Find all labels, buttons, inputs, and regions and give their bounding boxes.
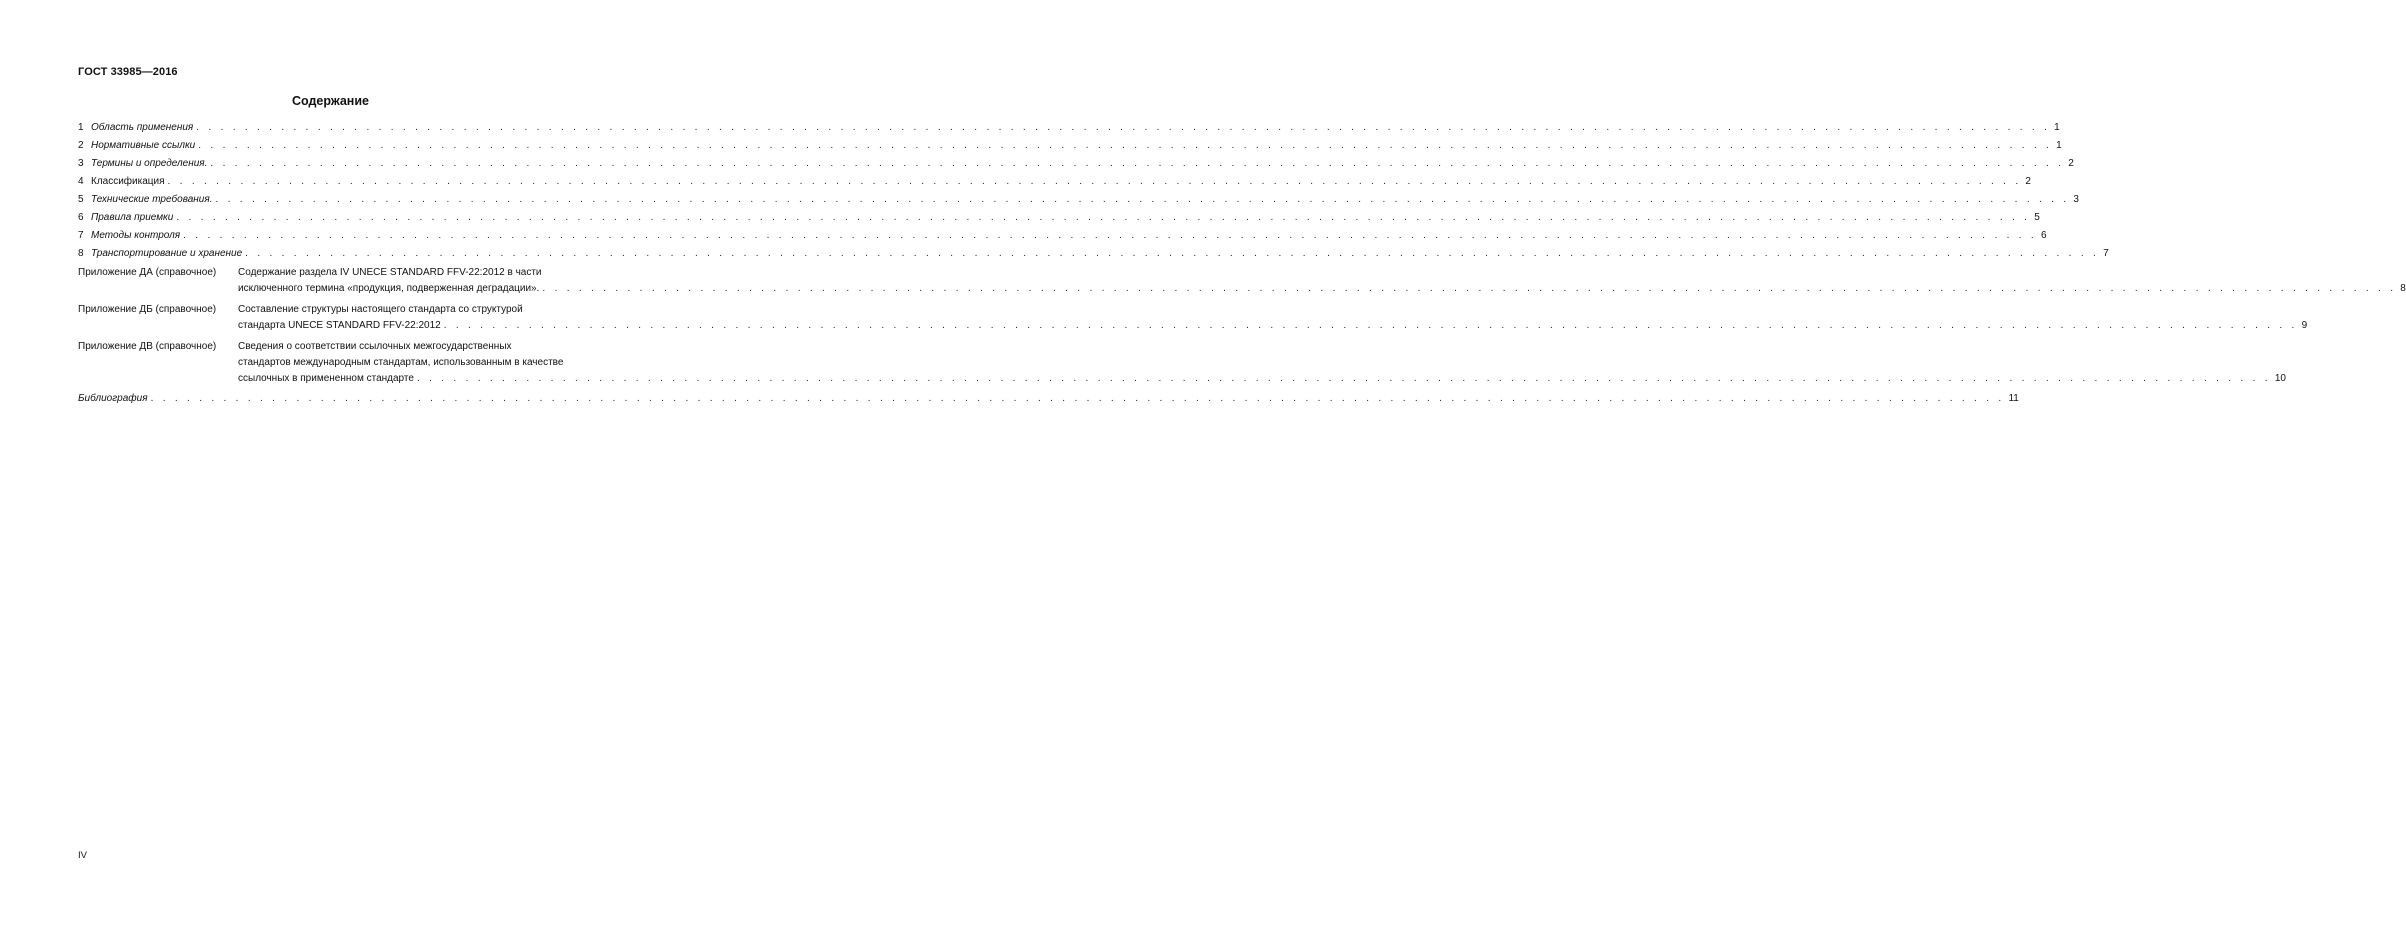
- toc-appendix-entry[interactable]: [78, 265, 2406, 297]
- appendix-title-line: стандарта UNECE STANDARD FFV-22:2012: [238, 320, 441, 331]
- toc-entry[interactable]: [78, 193, 2079, 211]
- dot-leader: [196, 121, 2050, 135]
- toc-entry[interactable]: [78, 157, 2074, 175]
- appendix-title-line: ссылочных в примененном стандарте: [238, 373, 414, 384]
- toc-entry[interactable]: [78, 211, 2040, 229]
- toc-entry-number: 6: [78, 212, 84, 223]
- dot-leader: [210, 157, 2064, 171]
- appendix-page: 8: [2400, 283, 2406, 294]
- toc-entry-number: 5: [78, 194, 84, 205]
- toc-entry-label: Область применения: [91, 122, 194, 133]
- page-number: IV: [78, 850, 87, 861]
- dot-leader: [176, 211, 2030, 225]
- dot-leader: [444, 318, 2298, 334]
- toc-entry-page: 1: [2054, 122, 2060, 133]
- appendix-page: 10: [2274, 373, 2286, 384]
- toc-entry-page: 7: [2103, 248, 2109, 259]
- toc-entry-page: 3: [2073, 194, 2079, 205]
- dot-leader: [542, 281, 2396, 297]
- page-title: Содержание: [291, 94, 369, 108]
- document-header: ГОСТ 33985—2016: [78, 66, 178, 78]
- toc-entry-number: 8: [78, 248, 84, 259]
- toc-entry-number: 1: [78, 122, 84, 133]
- toc-entry-number: 3: [78, 158, 84, 169]
- toc-entry-label: Классификация: [91, 176, 165, 187]
- appendix-prefix: Приложение ДА (справочное): [78, 267, 217, 278]
- toc-entry[interactable]: [78, 139, 2062, 157]
- toc-entry-number: 4: [78, 176, 84, 187]
- appendix-prefix: Приложение ДБ (справочное): [78, 304, 217, 315]
- appendix-title-line: Содержание раздела IV UNECE STANDARD FFV-22:2012 в части: [238, 267, 542, 278]
- toc-appendix-entry[interactable]: [78, 339, 2286, 387]
- table-of-contents: [78, 121, 2406, 410]
- dot-leader: [417, 371, 2271, 387]
- appendix-title-line: исключенного термина «продукция, подверженная деградации».: [238, 283, 540, 294]
- toc-entry[interactable]: [78, 247, 2109, 265]
- dot-leader: [168, 175, 2022, 189]
- toc-entry-page: 6: [2041, 230, 2047, 241]
- toc-entry-page: 2: [2025, 176, 2031, 187]
- toc-entry-number: 7: [78, 230, 84, 241]
- appendix-title-line: стандартов международным стандартам, использованным в качестве: [238, 357, 564, 368]
- dot-leader: [245, 247, 2099, 261]
- toc-entry[interactable]: [78, 121, 2060, 139]
- toc-entry-page: 5: [2034, 212, 2040, 223]
- bibliography-page: 11: [2008, 393, 2019, 404]
- toc-appendix-entry[interactable]: [78, 302, 2308, 334]
- toc-entry-label: Технические требования.: [91, 194, 213, 205]
- bibliography-label: Библиография: [78, 393, 148, 404]
- toc-entry-number: 2: [78, 140, 84, 151]
- dot-leader: [215, 193, 2069, 207]
- toc-bibliography-entry[interactable]: [78, 392, 2019, 410]
- toc-entry[interactable]: [78, 229, 2047, 247]
- appendix-prefix: Приложение ДВ (справочное): [78, 341, 217, 352]
- toc-entry-label: Транспортирование и хранение: [91, 248, 243, 259]
- appendix-title-line: Составление структуры настоящего стандарта со структурой: [238, 304, 523, 315]
- dot-leader: [198, 139, 2052, 153]
- dot-leader: [183, 229, 2037, 243]
- toc-entry-label: Термины и определения.: [91, 158, 208, 169]
- toc-entry-label: Методы контроля: [91, 230, 181, 241]
- toc-entry[interactable]: [78, 175, 2031, 193]
- toc-entry-label: Нормативные ссылки: [91, 140, 196, 151]
- toc-entry-label: Правила приемки: [91, 212, 174, 223]
- appendix-title-line: Сведения о соответствии ссылочных межгосударственных: [238, 341, 512, 352]
- toc-entry-page: 1: [2056, 140, 2062, 151]
- dot-leader: [151, 392, 2005, 406]
- appendix-page: 9: [2301, 320, 2308, 331]
- toc-entry-page: 2: [2068, 158, 2074, 169]
